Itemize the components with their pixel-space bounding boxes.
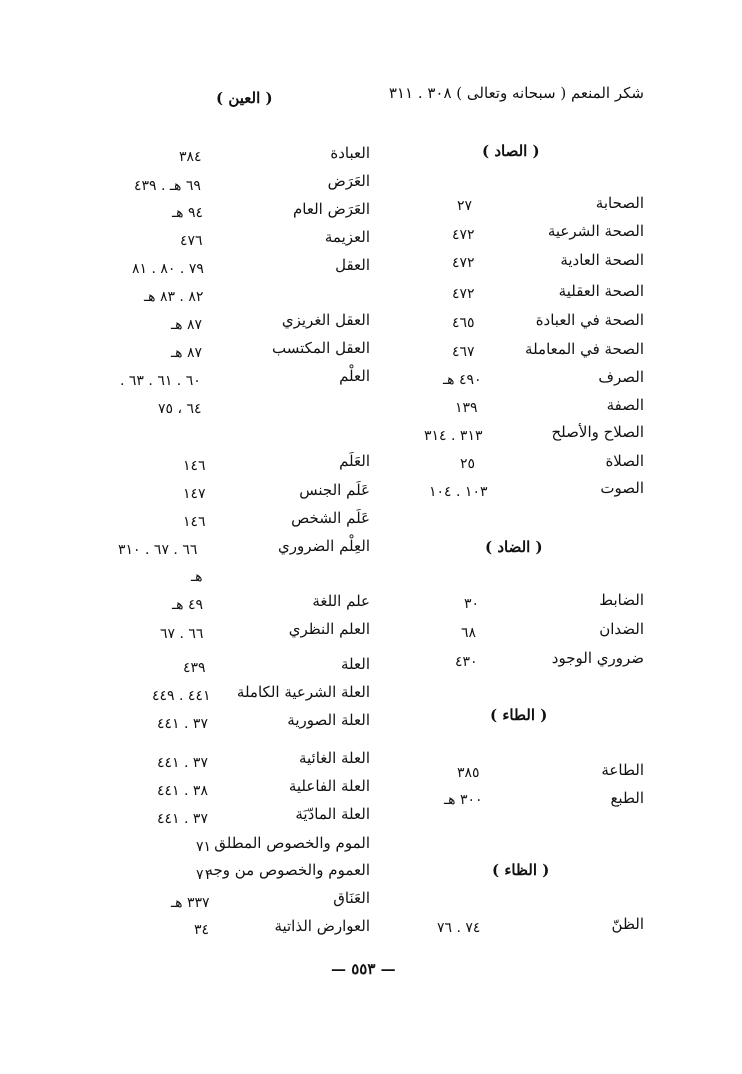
index-term: العلة الشرعية الكاملة [236,683,370,701]
index-term: العلْم [339,367,370,385]
index-term: العقل المكتسب [271,339,370,357]
page-ref: ٧٤ . ٧٦ [437,920,481,936]
index-term: العزيمة [324,228,370,246]
page-ref: ٣٨٤ [179,149,202,165]
page-ref: ٨٧ هـ [171,345,202,361]
running-title: شكر المنعم ( سبحانه وتعالى ) ٣٠٨ . ٣١١ [388,84,644,102]
page-ref: ٤٤١ . ٤٤٩ [152,688,211,704]
page-ref: ٦٦ . ٦٧ . ٣١٠ [118,542,198,558]
index-term: العَنَاق [333,889,370,907]
index-term: العَلَم [339,452,370,470]
index-term: الظنّ [611,915,644,933]
index-term: الصحة العادية [560,251,644,269]
page-ref: ٦٩ هـ . ٤٣٩ [134,178,201,194]
page-ref: ٦٦ . ٦٧ [160,626,204,642]
section-heading-dad: ( الضاد ) [485,538,543,556]
index-term: الصحة في المعاملة [525,340,644,358]
page-ref: ٣٨ . ٤٤١ [157,783,208,799]
index-term: العلة [341,655,370,673]
page-ref: ٤٣٩ [183,660,206,676]
index-term: العِلْم الضروري [278,537,370,555]
index-term: العلة الغائية [298,749,370,767]
index-term: العلة المادّيَة [295,805,370,823]
index-term: الضابط [599,591,644,609]
page-ref: ٢٧ [457,198,473,214]
index-term: الصحة الشرعية [547,222,644,240]
page-ref: ٣٤ [194,922,210,938]
index-term: الطاعة [601,761,644,779]
page-ref: ٣٧ . ٤٤١ [157,755,208,771]
page-ref: ١٠٣ . ١٠٤ [429,484,488,500]
page-ref: ٤٧٢ [452,255,475,271]
index-term: الصفة [606,396,644,414]
page-ref: ٣٨٥ [457,765,480,781]
page-ref: ٣١٣ . ٣١٤ [424,428,483,444]
index-term: عَلَم الشخص [291,509,370,527]
page-ref: ٨٧ هـ [171,317,202,333]
page-ref: ١٤٧ [183,486,206,502]
index-term: العلة الفاعلية [288,777,370,795]
page-ref: ٦٠ . ٦١ . ٦٣ . [120,373,201,389]
page-ref: ٧١ [196,867,212,883]
index-term: الصحابة [595,194,644,212]
index-term: الصحة في العبادة [535,311,644,329]
page-ref: ٣٠ [464,596,480,612]
index-term: العَرَض [327,172,370,190]
index-term: العلم النظري [288,620,370,638]
page-ref: ٤٦٧ [452,344,475,360]
page-ref: ٤٧٦ [180,233,203,249]
page-ref: ٣٧ . ٤٤١ [157,716,208,732]
page-ref: ٨٢ . ٨٣ هـ [144,289,204,305]
index-term: ضروري الوجود [551,649,644,667]
index-term: العقل الغريزي [281,311,370,329]
page-ref: ٧١ [196,839,212,855]
index-term: العموم والخصوص من وجه [205,861,370,879]
index-term: العوارض الذاتية [274,917,370,935]
index-term: الضدان [599,620,644,638]
page-ref: ٤٧٢ [452,227,475,243]
index-term: العَرَض العام [293,200,370,218]
index-term: علم اللغة [312,592,370,610]
page-ref: ٦٤ ، ٧٥ [158,401,202,417]
index-term: العلة الصورية [287,711,370,729]
page-ref: ٦٨ [461,625,477,641]
page-ref: ١٤٦ [183,514,206,530]
page-ref: ٤٦٥ [452,315,475,331]
page-ref: هـ [191,569,203,585]
page-ref: ١٤٦ [183,458,206,474]
page-ref: ٣٠٠ هـ [444,792,483,808]
page-ref: ١٣٩ [455,400,478,416]
section-heading-za: ( الظاء ) [492,861,550,879]
page-ref: ٣٣٧ هـ [171,895,210,911]
page-ref: ٧٩ . ٨٠ . ٨١ [132,261,204,277]
page-ref: ٤٩٠ هـ [443,372,482,388]
page-ref: ٤٧٢ [452,286,475,302]
index-term: الصوت [600,479,644,497]
page-ref: ٤٣٠ [455,654,478,670]
index-term: الصلاة [605,452,644,470]
index-term: عَلَم الجنس [299,481,370,499]
section-heading-ain: ( العين ) [216,89,273,107]
index-term: العبادة [330,144,370,162]
index-term: الطبع [610,789,644,807]
section-heading-ta: ( الطاء ) [490,706,548,724]
section-heading-sad: ( الصاد ) [482,142,540,160]
index-term: الموم والخصوص المطلق [214,834,370,852]
index-term: العقل [335,256,370,274]
page-ref: ٩٤ هـ [172,205,203,221]
index-term: الصحة العقلية [558,282,644,300]
page-number: — ٥٥٣ — [331,960,396,978]
page-ref: ٤٩ هـ [172,597,203,613]
index-term: الصرف [598,368,644,386]
index-term: الصلاح والأصلح [551,423,644,441]
page-ref: ٣٧ . ٤٤١ [157,811,208,827]
page-ref: ٢٥ [460,456,476,472]
